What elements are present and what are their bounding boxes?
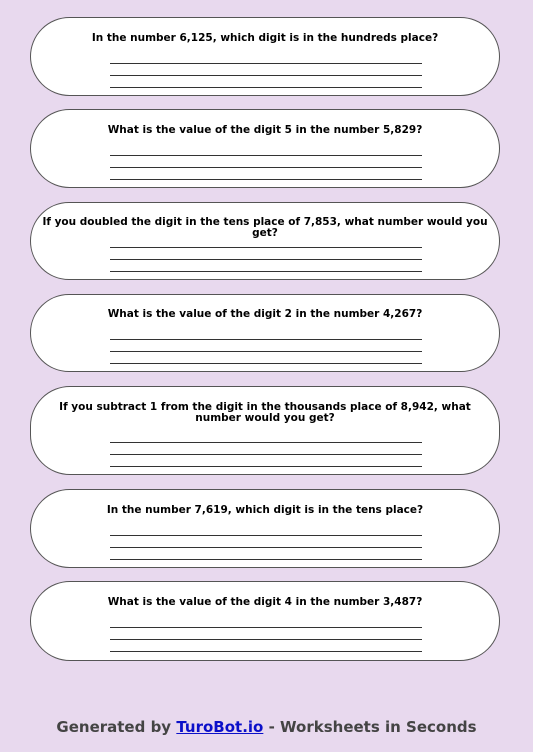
- answer-line[interactable]: [110, 651, 422, 652]
- question-text: What is the value of the digit 4 in the number 3,487?: [107, 596, 423, 608]
- question-card-4: [30, 294, 500, 372]
- question-card-2: [30, 109, 500, 188]
- answer-line[interactable]: [110, 179, 422, 180]
- footer-suffix: - Worksheets in Seconds: [268, 718, 477, 736]
- question-card-3: [30, 202, 500, 280]
- question-card-1: [30, 17, 500, 96]
- answer-line[interactable]: [110, 63, 422, 64]
- answer-line[interactable]: [110, 75, 422, 76]
- answer-line[interactable]: [110, 155, 422, 156]
- answer-line[interactable]: [110, 547, 422, 548]
- question-text: What is the value of the digit 2 in the number 4,267?: [107, 308, 423, 320]
- question-text: In the number 7,619, which digit is in the tens place?: [106, 504, 424, 516]
- question-text: In the number 6,125, which digit is in the hundreds place?: [91, 32, 439, 44]
- answer-line[interactable]: [110, 87, 422, 88]
- question-text: What is the value of the digit 5 in the number 5,829?: [107, 124, 423, 136]
- answer-line[interactable]: [110, 167, 422, 168]
- answer-line[interactable]: [110, 627, 422, 628]
- question-text: If you doubled the digit in the tens place of 7,853, what number would you get?: [42, 216, 488, 239]
- answer-line[interactable]: [110, 639, 422, 640]
- answer-line[interactable]: [110, 466, 422, 467]
- question-text: If you subtract 1 from the digit in the thousands place of 8,942, what number would you get?: [59, 401, 471, 424]
- answer-line[interactable]: [110, 454, 422, 455]
- answer-line[interactable]: [110, 363, 422, 364]
- question-card-7: [30, 581, 500, 661]
- answer-line[interactable]: [110, 535, 422, 536]
- question-card-5: [30, 386, 500, 475]
- answer-line[interactable]: [110, 559, 422, 560]
- answer-line[interactable]: [110, 442, 422, 443]
- answer-line[interactable]: [110, 271, 422, 272]
- answer-line[interactable]: [110, 339, 422, 340]
- footer: [0, 718, 533, 736]
- answer-line[interactable]: [110, 247, 422, 248]
- footer-prefix: Generated by: [56, 718, 172, 736]
- answer-line[interactable]: [110, 351, 422, 352]
- answer-line[interactable]: [110, 259, 422, 260]
- question-card-6: [30, 489, 500, 568]
- turobot-link[interactable]: TuroBot.io: [176, 718, 264, 736]
